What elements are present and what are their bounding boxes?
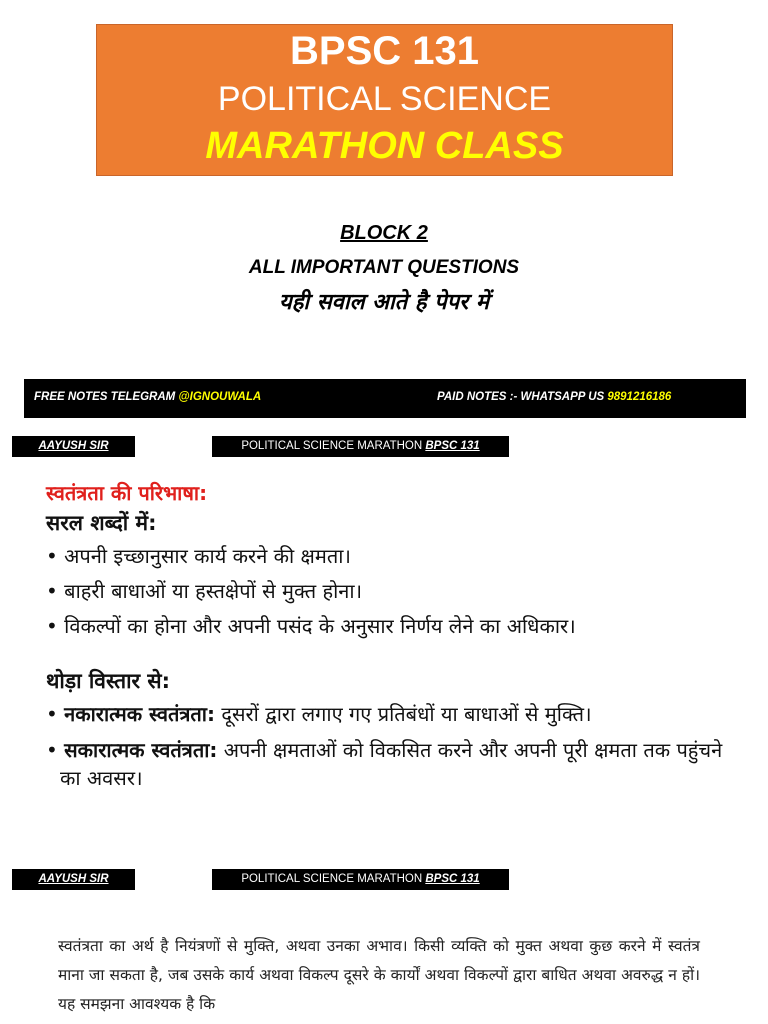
- author-tag: [12, 436, 135, 457]
- author-tag: [12, 869, 135, 890]
- list-item: • सकारात्मक स्वतंत्रता: अपनी क्षमताओं को विकसित करने और अपनी पूरी क्षमता तक पहुंचने का अवसर।: [46, 738, 723, 790]
- course-tag-text: POLITICAL SCIENCE MARATHON: [241, 873, 426, 885]
- promo-bar: [24, 379, 746, 418]
- list-item: • अपनी इच्छानुसार कार्य करने की क्षमता।: [46, 544, 352, 568]
- definition-heading: स्वतंत्रता की परिभाषा:: [46, 481, 208, 505]
- freedom-definition-slide: [46, 478, 746, 792]
- block-hindi-tagline: यही सवाल आते है पेपर में: [278, 290, 489, 315]
- title-course-code: BPSC 131: [290, 29, 479, 73]
- course-tag-text: POLITICAL SCIENCE MARATHON: [241, 440, 426, 452]
- list-item: • विकल्पों का होना और अपनी पसंद के अनुसार निर्णय लेने का अधिकार।: [46, 614, 576, 638]
- whatsapp-promo-text: PAID NOTES :- WHATSAPP US: [437, 391, 608, 403]
- course-tag: [212, 436, 509, 457]
- whatsapp-promo: [437, 391, 671, 403]
- telegram-handle: @IGNOUWALA: [178, 391, 262, 403]
- block-label: BLOCK 2: [340, 222, 428, 244]
- course-tag: [212, 869, 509, 890]
- course-tag-code: BPSC 131: [425, 873, 480, 885]
- telegram-promo-text: FREE NOTES TELEGRAM: [34, 391, 179, 403]
- detail-heading: थोड़ा विस्तार से:: [46, 669, 171, 693]
- list-item: • बाहरी बाधाओं या हस्तक्षेपों से मुक्त होना।: [46, 579, 363, 603]
- freedom-meaning-paragraph: स्वतंत्रता का अर्थ है नियंत्रणों से मुक्ति, अथवा उनका अभाव। किसी व्यक्ति को मुक्त अथवा कुछ करने में स्वतंत्र माना जा सकता है, जब उसके कार्य अथवा विकल्प दूसरे के कार्यों अथवा विकल्पों द्वारा बाधित अथवा अवरुद्ध न हों। यह समझना आवश्यक है कि: [58, 937, 700, 1013]
- whatsapp-phone: 9891216186: [607, 391, 672, 403]
- author-name: AAYUSH SIR: [38, 873, 109, 885]
- title-class-type: MARATHON CLASS: [205, 125, 564, 167]
- title-subject: POLITICAL SCIENCE: [217, 80, 552, 118]
- block-subtitle: ALL IMPORTANT QUESTIONS: [248, 257, 520, 278]
- list-item: • नकारात्मक स्वतंत्रता: दूसरों द्वारा लगाए गए प्रतिबंधों या बाधाओं से मुक्ति।: [46, 702, 592, 726]
- course-tag-code: BPSC 131: [425, 440, 480, 452]
- title-banner: [96, 24, 673, 176]
- telegram-promo: [34, 391, 261, 403]
- author-name: AAYUSH SIR: [38, 440, 109, 452]
- simple-words-heading: सरल शब्दों में:: [46, 511, 157, 535]
